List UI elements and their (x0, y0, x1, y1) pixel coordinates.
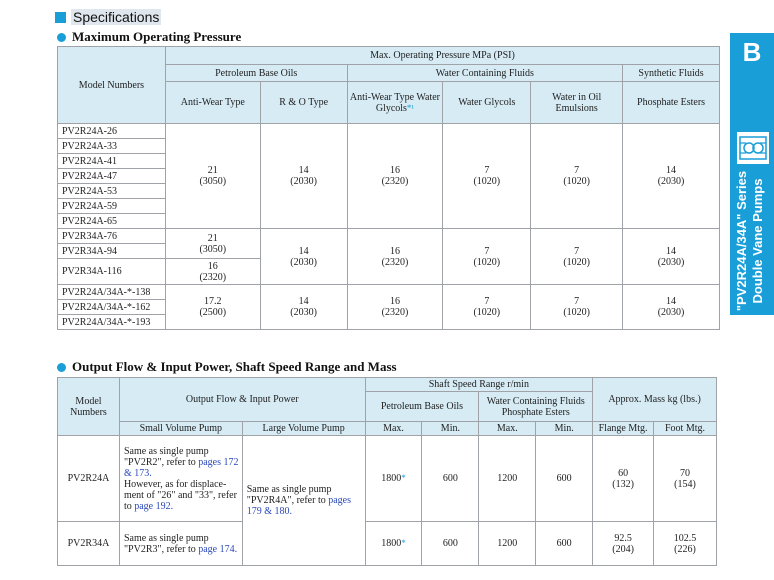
model-cell: PV2R24A-53 (58, 184, 166, 199)
bullet-icon (57, 33, 66, 42)
bullet-icon (57, 363, 66, 372)
value-cell: 14 (2030) (260, 285, 347, 330)
model-cell: PV2R24A-33 (58, 139, 166, 154)
value-cell: 21 (3050) (165, 229, 260, 259)
mass-cell: 70 (154) (654, 436, 717, 522)
value-cell: 21 (3050) (165, 124, 260, 229)
mass-header: Approx. Mass kg (lbs.) (593, 378, 717, 422)
pressure-caption: Max. Operating Pressure MPa (PSI) (165, 47, 719, 65)
page-header (55, 9, 161, 25)
value-cell: 14 (2030) (260, 124, 347, 229)
value-cell: 7 (1020) (443, 124, 531, 229)
small-pump-cell: Same as single pump "PV2R2", refer to pages 172 & 173. However, as for displace-ment of "26" and "33", refer to page 192. (119, 436, 242, 522)
petroleum-header: Petroleum Base Oils (365, 392, 479, 422)
model-header: Model Numbers (58, 47, 166, 124)
section-title-pressure (57, 29, 241, 45)
model-cell: PV2R24A-59 (58, 199, 166, 214)
model-cell: PV2R24A/34A-*-193 (58, 315, 166, 330)
page-title: Specifications (73, 9, 160, 25)
min-header: Min. (422, 422, 479, 436)
speed-cell: 1800* (365, 436, 422, 522)
model-header: Model Numbers (58, 378, 120, 436)
synthetic-header: Synthetic Fluids (623, 65, 720, 82)
value-cell: 14 (2030) (623, 285, 720, 330)
mass-cell: 102.5 (226) (654, 522, 717, 566)
value-cell: 14 (2030) (623, 124, 720, 229)
flange-header: Flange Mtg. (593, 422, 654, 436)
side-tab (730, 33, 774, 315)
section-title-output (57, 359, 397, 375)
large-pump-cell: Same as single pump "PV2R4A", refer to pages 179 & 180. (242, 436, 365, 566)
model-cell: PV2R34A (58, 522, 120, 566)
speed-header: Shaft Speed Range r/min (365, 378, 593, 392)
model-cell: PV2R34A-116 (58, 259, 166, 285)
value-cell: 7 (1020) (531, 124, 623, 229)
large-pump-header: Large Volume Pump (242, 422, 365, 436)
page-link[interactable]: page 192. (134, 500, 174, 512)
model-cell: PV2R34A-76 (58, 229, 166, 244)
model-cell: PV2R24A-47 (58, 169, 166, 184)
speed-cell: 1800* (365, 522, 422, 566)
speed-cell: 600 (422, 522, 479, 566)
value-cell: 7 (1020) (443, 285, 531, 330)
model-cell: PV2R24A-26 (58, 124, 166, 139)
col-water-in-oil: Water in Oil Emulsions (531, 82, 623, 124)
section-title-text: Output Flow & Input Power, Shaft Speed Range and Mass (72, 359, 397, 374)
value-cell: 16 (2320) (347, 124, 443, 229)
speed-cell: 1200 (479, 522, 536, 566)
pressure-table (57, 46, 720, 330)
output-header: Output Flow & Input Power (119, 378, 365, 422)
value-cell: 7 (1020) (531, 285, 623, 330)
max-header: Max. (365, 422, 422, 436)
col-r-o: R & O Type (260, 82, 347, 124)
value-cell: 14 (2030) (623, 229, 720, 285)
col-anti-wear: Anti-Wear Type (165, 82, 260, 124)
col-anti-wear-water-glycols: Anti-Wear Type Water Glycols*¹ (347, 82, 443, 124)
section-letter: B (742, 37, 762, 67)
model-cell: PV2R24A (58, 436, 120, 522)
series-label: "PV2R24A/34A" Series Double Vane Pumps (734, 170, 765, 312)
value-cell: 7 (1020) (531, 229, 623, 285)
speed-cell: 600 (536, 436, 593, 522)
water-header: Water Containing Fluids (347, 65, 623, 82)
model-cell: PV2R24A-41 (58, 154, 166, 169)
pages-link[interactable]: pages 172 & 173. (123, 456, 239, 479)
value-cell: 16 (2320) (165, 259, 260, 285)
min-header: Min. (536, 422, 593, 436)
model-cell: PV2R24A-65 (58, 214, 166, 229)
pages-link[interactable]: pages 179 & 180. (246, 495, 351, 517)
value-cell: 16 (2320) (347, 229, 443, 285)
small-pump-header: Small Volume Pump (119, 422, 242, 436)
page-link[interactable]: page 174. (198, 543, 238, 555)
output-table (57, 377, 717, 566)
speed-cell: 600 (422, 436, 479, 522)
mass-cell: 60 (132) (593, 436, 654, 522)
speed-cell: 1200 (479, 436, 536, 522)
value-cell: 14 (2030) (260, 229, 347, 285)
model-cell: PV2R34A-94 (58, 244, 166, 259)
small-pump-cell: Same as single pump "PV2R3", refer to page 174. (119, 522, 242, 566)
value-cell: 7 (1020) (443, 229, 531, 285)
mass-cell: 92.5 (204) (593, 522, 654, 566)
petroleum-header: Petroleum Base Oils (165, 65, 347, 82)
water-header: Water Containing Fluids Phosphate Esters (479, 392, 593, 422)
model-cell: PV2R24A/34A-*-162 (58, 300, 166, 315)
section-title-text: Maximum Operating Pressure (72, 29, 242, 44)
header-square-icon (55, 12, 66, 23)
speed-cell: 600 (536, 522, 593, 566)
value-cell: 16 (2320) (347, 285, 443, 330)
foot-header: Foot Mtg. (654, 422, 717, 436)
model-cell: PV2R24A/34A-*-138 (58, 285, 166, 300)
max-header: Max. (479, 422, 536, 436)
col-water-glycols: Water Glycols (443, 82, 531, 124)
col-phosphate-esters: Phosphate Esters (623, 82, 720, 124)
value-cell: 17.2 (2500) (165, 285, 260, 330)
